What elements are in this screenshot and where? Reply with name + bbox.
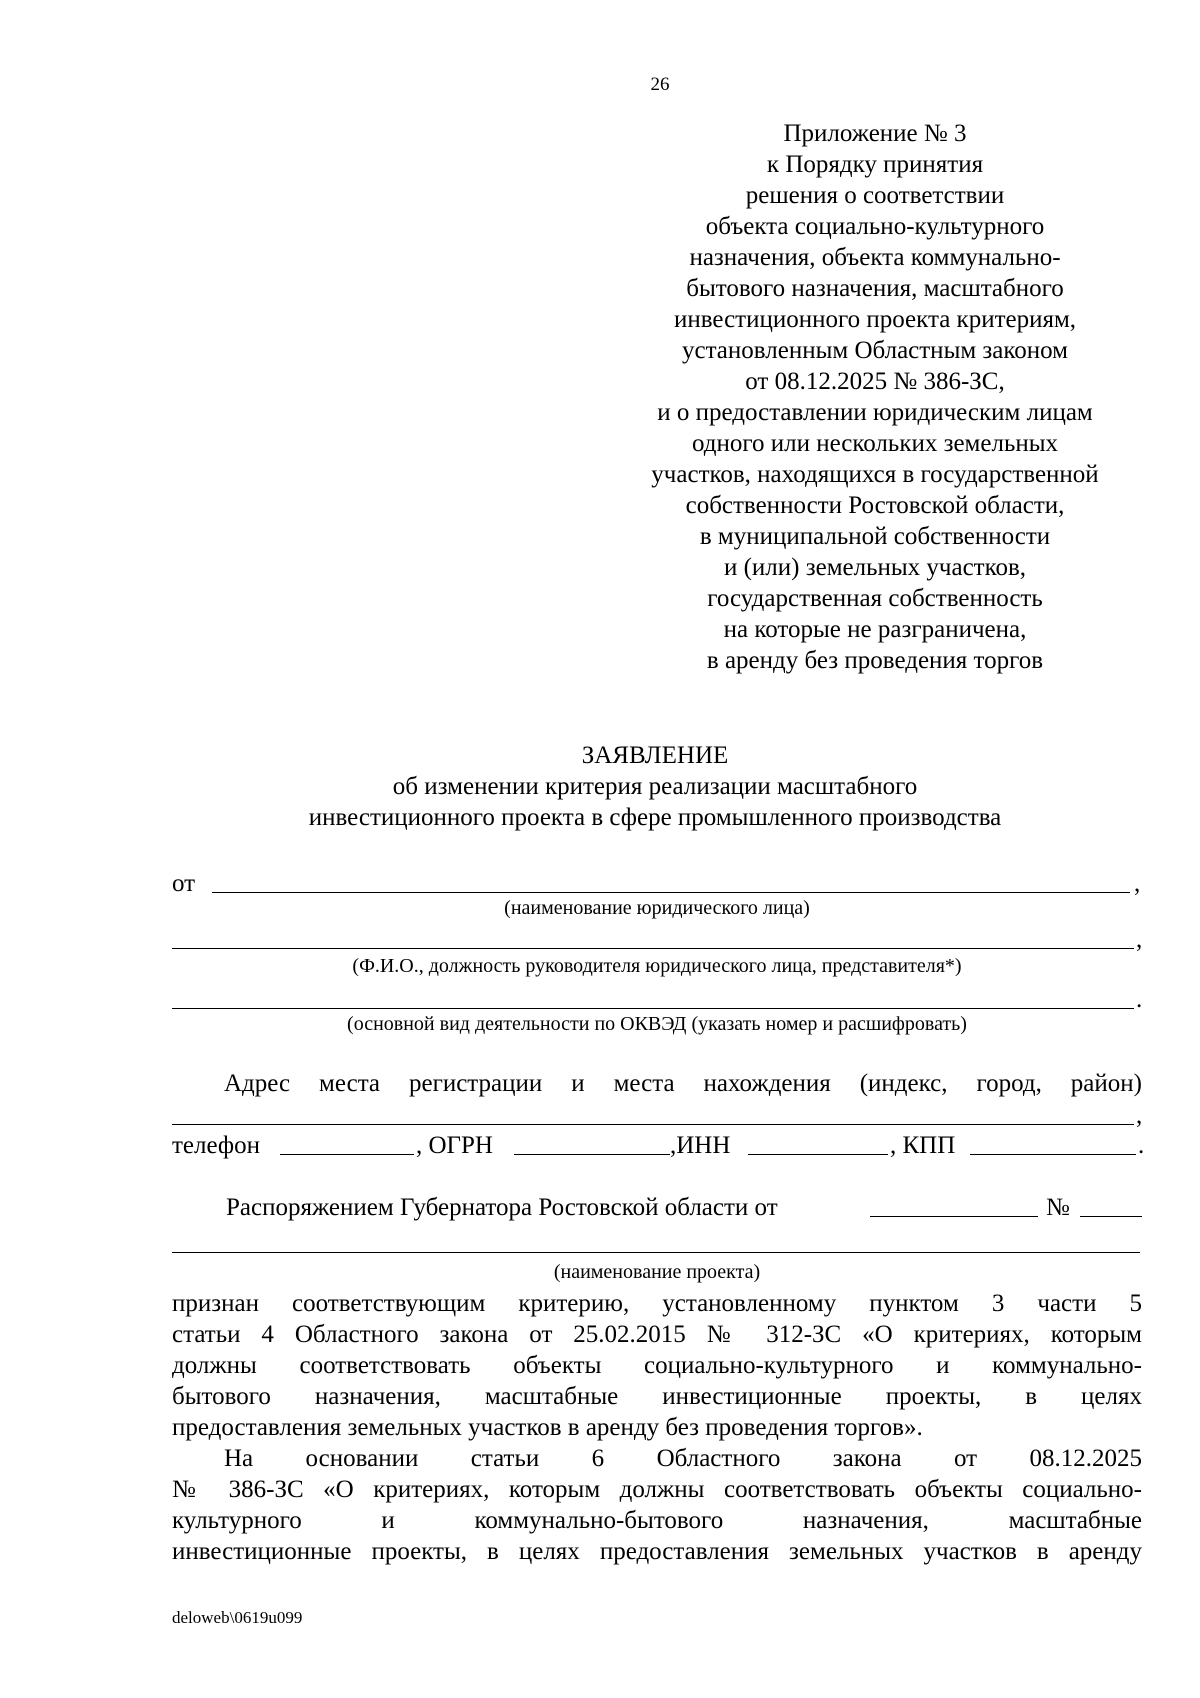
legal-entity-caption: (наименование юридического лица) <box>504 897 810 919</box>
comma: , <box>1134 870 1141 897</box>
appendix-line: одного или нескольких земельных <box>691 430 1059 457</box>
kpp-field[interactable] <box>970 1132 1136 1155</box>
order-label: Распоряжением Губернатора Ростовской области от <box>226 1194 778 1221</box>
page-number: 26 <box>650 74 670 95</box>
inn-field[interactable] <box>748 1132 888 1155</box>
appendix-line: решения о соответствии <box>745 182 1005 209</box>
inn-label: ,ИНН <box>670 1132 731 1159</box>
ogrn-field[interactable] <box>514 1132 670 1155</box>
paragraph-line: культурного и коммунально-бытового назначения, масштабные <box>172 1507 1142 1534</box>
appendix-line: инвестиционного проекта критериям, <box>673 306 1077 333</box>
appendix-line: в аренду без проведения торгов <box>706 647 1044 674</box>
okved-caption: (основной вид деятельности по ОКВЭД (указать номер и расшифровать) <box>347 1013 967 1035</box>
appendix-line: установленным Областным законом <box>681 337 1069 364</box>
paragraph-line: На основании статьи 6 Областного закона от 08.12.2025 <box>224 1445 1142 1472</box>
number-label: № <box>1046 1194 1070 1221</box>
kpp-label: , КПП <box>890 1132 956 1159</box>
paragraph-line: предоставления земельных участков в аренду без проведения торгов». <box>172 1414 923 1441</box>
appendix-line: назначения, объекта коммунально- <box>689 244 1061 271</box>
appendix-line: объекта социально-культурного <box>705 213 1045 240</box>
period: . <box>1136 986 1143 1013</box>
appendix-line: и (или) земельных участков, <box>723 554 1027 581</box>
appendix-line: участков, находящихся в государственной <box>651 461 1099 488</box>
appendix-line: собственности Ростовской области, <box>685 492 1065 519</box>
head-name-caption: (Ф.И.О., должность руководителя юридического лица, представителя*) <box>352 955 962 977</box>
appendix-line: Приложение № 3 <box>783 120 967 147</box>
appendix-line: от 08.12.2025 № 386-ЗС, <box>745 368 1005 395</box>
appendix-header <box>610 118 1140 676</box>
paragraph-line: инвестиционные проекты, в целях предоставления земельных участков в аренду <box>172 1538 1142 1565</box>
appendix-line: и о предоставлении юридическим лицам <box>657 399 1093 426</box>
paragraph-line: № 386-ЗС «О критериях, которым должны соответствовать объекты социально- <box>172 1476 1142 1503</box>
order-date-field[interactable] <box>870 1194 1038 1217</box>
project-caption: (наименование проекта) <box>553 1261 761 1283</box>
legal-entity-field[interactable] <box>212 870 1130 893</box>
appendix-line: бытового назначения, масштабного <box>686 275 1064 302</box>
address-field[interactable] <box>172 1102 1134 1125</box>
appendix-line: государственная собственность <box>707 585 1043 612</box>
document-title: ЗАЯВЛЕНИЕ <box>581 742 729 769</box>
document-subtitle: инвестиционного проекта в сфере промышленного производства <box>308 804 1002 831</box>
head-name-field[interactable] <box>172 926 1134 949</box>
project-name-field[interactable] <box>172 1230 1140 1253</box>
phone-label: телефон <box>172 1132 260 1159</box>
document-footer: deloweb\0619u099 <box>172 1608 303 1627</box>
appendix-line: на которые не разграничена, <box>723 616 1027 643</box>
from-label: от <box>172 870 196 897</box>
paragraph-line: статьи 4 Областного закона от 25.02.2015 № 312-ЗС «О критериях, которым <box>172 1321 1142 1348</box>
ogrn-label: , ОГРН <box>416 1132 493 1159</box>
paragraph-line: должны соответствовать объекты социально-культурного и коммунально- <box>172 1352 1142 1379</box>
paragraph-line: бытового назначения, масштабные инвестиционные проекты, в целях <box>172 1383 1142 1410</box>
order-number-field[interactable] <box>1080 1194 1142 1217</box>
paragraph-line: признан соответствующим критерию, установленному пунктом 3 части 5 <box>172 1290 1142 1317</box>
comma: , <box>1136 1102 1143 1129</box>
period: . <box>1138 1132 1145 1159</box>
document-subtitle: об изменении критерия реализации масштабного <box>392 773 918 800</box>
appendix-line: к Порядку принятия <box>766 151 984 178</box>
phone-field[interactable] <box>280 1132 414 1155</box>
comma: , <box>1136 926 1143 953</box>
appendix-line: в муниципальной собственности <box>699 523 1051 550</box>
okved-field[interactable] <box>172 986 1134 1009</box>
address-label: Адрес места регистрации и места нахождения (индекс, город, район) <box>224 1070 1142 1097</box>
